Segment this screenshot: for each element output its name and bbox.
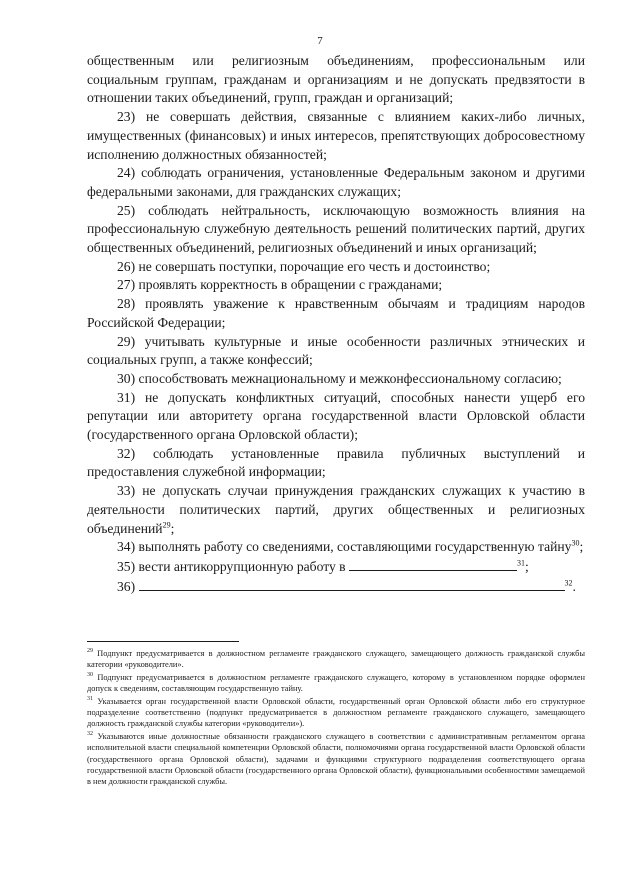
footnote-number: 32 (87, 731, 93, 738)
list-item (87, 557, 585, 577)
item-text: не совершать поступки, порочащие его честь и достоинство; (138, 258, 491, 274)
footnote-number: 30 (87, 672, 93, 679)
footnote-text: Указываются иные должностные обязанности гражданского служащего в соответствии с административным регламентом органа исполнительной власти специальной компетенции Орловской области, полномочиями органа государственной власти Орловской области (государственного органа Орловской области), задачами и функциями структурного подразделения соответствующего органа государственной власти Орловской области (государственного органа Орловской области), функциональными особенностями замещаемой в нем должности гражданской службы. (87, 731, 585, 787)
footnote-text: Подпункт предусматривается в должностном регламенте гражданского служащего, замещающего должность гражданской службы категории «руководители». (87, 649, 585, 670)
page-number: 7 (317, 35, 323, 47)
fill-in-blank[interactable] (349, 557, 517, 571)
list-item (87, 577, 585, 597)
item-number: 24) (117, 165, 136, 181)
item-text: не допускать конфликтных ситуаций, способных нанести ущерб его репутации или авторитету органа государственной власти Орловской области (государственного органа Орловской области); (87, 389, 585, 443)
fill-in-blank[interactable] (139, 577, 565, 591)
list-item (87, 333, 585, 370)
list-item (87, 482, 585, 538)
item-tail: ; (525, 558, 529, 574)
list-item (87, 164, 585, 201)
item-tail: . (572, 578, 576, 594)
footnote (87, 731, 585, 788)
footnotes (87, 648, 585, 789)
item-text: соблюдать установленные правила публичных выступлений и предоставления служебной информации; (87, 445, 585, 480)
item-number: 33) (117, 483, 136, 499)
list-item (87, 538, 585, 557)
item-text: проявлять уважение к нравственным обычаям и традициям народов Российской Федерации; (87, 296, 585, 330)
list-item (87, 445, 585, 482)
item-number: 34) (117, 539, 136, 555)
item-number: 35) (117, 558, 136, 574)
item-number: 26) (117, 258, 136, 274)
footnote (87, 696, 585, 730)
item-text: учитывать культурные и иные особенности различных этнических и социальных групп, а также конфессий; (87, 333, 585, 368)
footnote-ref: 30 (571, 538, 580, 548)
item-number: 30) (117, 370, 136, 386)
footnote-ref: 32 (564, 578, 573, 588)
item-text: способствовать межнациональному и межконфессиональному согласию; (138, 370, 562, 386)
item-tail: ; (170, 520, 175, 536)
item-number: 36) (117, 578, 136, 594)
item-tail: ; (579, 539, 584, 555)
item-number: 31) (117, 389, 136, 405)
footnote-number: 29 (87, 648, 93, 655)
footnote-ref: 29 (162, 520, 171, 530)
footnote-separator (87, 641, 239, 642)
list-item (87, 370, 585, 389)
footnote (87, 648, 585, 671)
footnote-ref: 31 (517, 558, 526, 568)
item-text: общественным или религиозным объединениям, профессиональным или социальным группам, гражданам и организациям и не допускать предвзятости в отношении таких объединений, групп, граждан и организаций; (87, 53, 585, 106)
footnote-text: Указывается орган государственной власти Орловской области, государственный орган Орловской области либо его структурное подразделение соответственно (подпункт предусматривается в должностном регламенте гражданского служащего, замещающего должность гражданской службы категории «руководители»). (87, 696, 586, 729)
item-number: 25) (117, 202, 136, 218)
list-item (87, 295, 585, 332)
item-text: выполнять работу со сведениями, составляющими государственную тайну (138, 539, 572, 555)
item-text: вести антикоррупционную работу в (138, 558, 346, 574)
item-number: 32) (117, 445, 136, 461)
item-text: соблюдать ограничения, установленные Федеральным законом и другими федеральными законами, для гражданских служащих; (87, 165, 585, 199)
list-item (87, 108, 585, 164)
item-text: не совершать действия, связанные с влиянием каких-либо личных, имущественных (финансовых) и иных интересов, препятствующих добросовестному исполнению должностных обязанностей; (87, 109, 586, 162)
item-number: 23) (117, 109, 136, 125)
document-body (87, 52, 585, 596)
item-number: 29) (117, 333, 136, 349)
item-text: не допускать случаи принуждения гражданских служащих к участию в деятельности политических партий, других общественных и религиозных объединений (87, 483, 586, 536)
item-number: 27) (117, 277, 136, 293)
list-item (87, 389, 585, 445)
item-number: 28) (117, 296, 136, 312)
footnote (87, 672, 585, 695)
footnote-text: Подпункт предусматривается в должностном регламенте гражданского служащего, которому в установленном порядке оформлен допуск к сведениям, составляющим государственную тайну. (87, 672, 585, 694)
list-item (87, 202, 585, 258)
item-text: соблюдать нейтральность, исключающую возможность влияния на профессиональную служебную деятельность решений политических партий, других общественных объединений, религиозных объединений и иных организаций; (87, 202, 585, 256)
item-text: проявлять корректность в обращении с гражданами; (138, 277, 443, 293)
list-item (87, 52, 585, 108)
list-item (87, 258, 585, 277)
list-item (87, 276, 585, 295)
footnote-number: 31 (87, 695, 93, 702)
